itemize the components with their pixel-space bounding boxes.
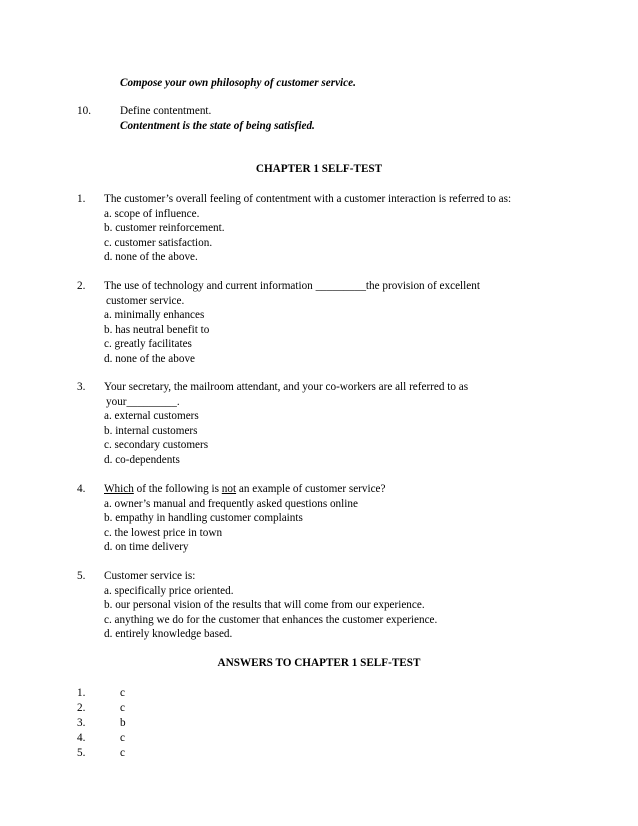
question-text-continued: your_________. [106,396,180,408]
self-test-heading: CHAPTER 1 SELF-TEST [255,163,383,175]
question-text: The use of technology and current information _________the provision of excellent [104,280,480,292]
option: c. the lowest price in town [104,527,223,539]
option: a. minimally enhances [104,309,205,321]
answers-heading: ANSWERS TO CHAPTER 1 SELF-TEST [217,657,421,669]
question-number: 4. [77,483,86,495]
question-number: 1. [77,193,86,205]
question-text: The customer’s overall feeling of contentment with a customer interaction is referred to as: [104,193,512,205]
answer-number: 3. [77,717,86,729]
option: b. empathy in handling customer complaints [104,512,303,524]
option: b. our personal vision of the results that will come from our experience. [104,599,425,611]
underlined-word: not [221,483,237,495]
option: a. external customers [104,410,199,422]
option: c. greatly facilitates [104,338,192,350]
option: a. owner’s manual and frequently asked questions online [104,498,358,510]
answer-number: 5. [77,747,86,759]
question-text: Customer service is: [104,570,196,582]
answer-number: 2. [77,702,86,714]
question-text-part: of the following is [133,483,222,495]
option: c. anything we do for the customer that enhances the customer experience. [104,614,438,626]
option: d. co-dependents [104,454,180,466]
question-10-number: 10. [77,105,91,117]
option: d. none of the above. [104,251,198,263]
question-number: 5. [77,570,86,582]
option: c. customer satisfaction. [104,237,213,249]
question-10-answer: Contentment is the state of being satisfied. [120,120,315,132]
answer-letter: c [120,732,125,744]
answer-number: 1. [77,687,86,699]
option: d. none of the above [104,353,196,365]
philosophy-prompt: Compose your own philosophy of customer service. [120,77,356,89]
question-number: 3. [77,381,86,393]
answer-number: 4. [77,732,86,744]
answer-letter: c [120,687,125,699]
question-text: Your secretary, the mailroom attendant, and your co-workers are all referred to as [104,381,469,393]
option: d. on time delivery [104,541,189,553]
underlined-word: Which [104,483,134,495]
answer-letter: b [120,717,126,729]
option: a. scope of influence. [104,208,200,220]
option: b. has neutral benefit to [104,324,210,336]
answer-letter: c [120,702,125,714]
question-text [104,482,386,497]
question-text-continued: customer service. [106,295,185,307]
option: c. secondary customers [104,439,209,451]
option: a. specifically price oriented. [104,585,234,597]
option: b. customer reinforcement. [104,222,225,234]
question-10-text: Define contentment. [120,105,212,117]
answer-letter: c [120,747,125,759]
option: d. entirely knowledge based. [104,628,233,640]
question-number: 2. [77,280,86,292]
question-text-part: an example of customer service? [236,483,386,495]
option: b. internal customers [104,425,198,437]
